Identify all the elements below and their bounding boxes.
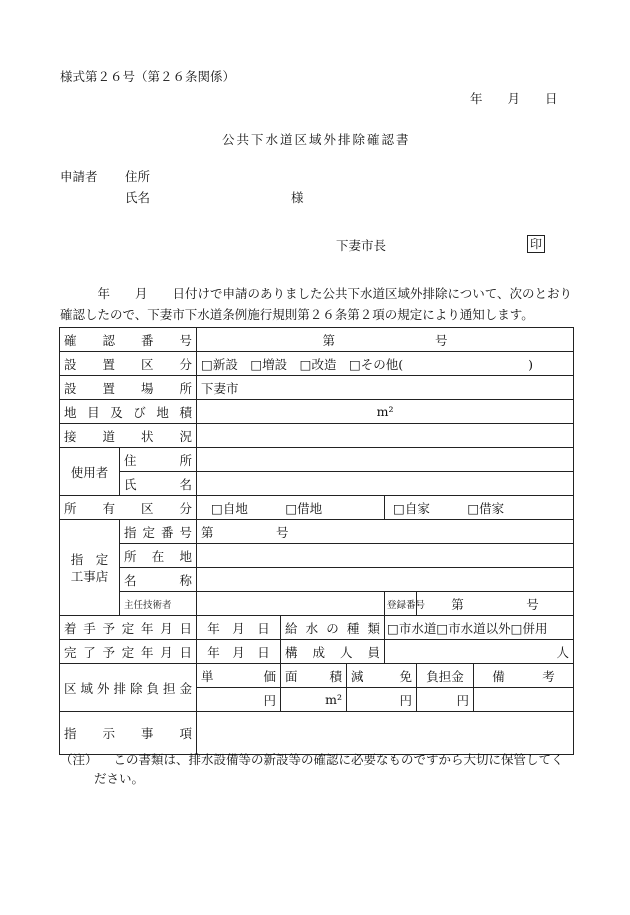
row-company-name [60, 568, 574, 592]
instructions-label: 指示事項 [60, 712, 197, 755]
reduction-label: 減 免 [347, 664, 417, 688]
date-line: 年 月 日 [470, 91, 558, 106]
note [60, 750, 575, 788]
registration-no-value: 第 号 [417, 592, 574, 616]
row-chief-engineer [60, 592, 574, 616]
row-location [60, 544, 574, 568]
water-supply-value: □市水道□市水道以外□併用 [385, 616, 574, 640]
install-type-value: □新設 □増設 □改造 □その他( ) [197, 352, 574, 376]
ownership-value-house: □自家 □借家 [385, 496, 574, 520]
row-confirm-no [60, 328, 574, 352]
chief-engineer-label: 主任技術者 [120, 592, 197, 616]
end-date-label: 完了予定年月日 [60, 640, 197, 664]
install-place-value: 下妻市 [197, 376, 574, 400]
note-line1 [60, 750, 575, 769]
user-label: 使用者 [60, 448, 120, 496]
user-name-label: 氏名 [120, 472, 197, 496]
unit-price-label: 単 価 [197, 664, 281, 688]
user-address-label: 住所 [120, 448, 197, 472]
ownership-label: 所有区分 [60, 496, 197, 520]
install-type-label: 設置区分 [60, 352, 197, 376]
start-date-value: 年 月 日 [197, 616, 281, 640]
confirmation-table [59, 327, 574, 755]
note-label: （注） [60, 752, 98, 767]
row-land [60, 400, 574, 424]
reduction-yen: 円 [347, 688, 417, 712]
end-date-value: 年 月 日 [197, 640, 281, 664]
document-title: 公共下水道区域外排除確認書 [222, 132, 411, 147]
road-value [197, 424, 574, 448]
company-name-value [197, 568, 574, 592]
chief-engineer-value [197, 592, 385, 616]
remarks-label: 備 考 [474, 664, 574, 688]
burden-amount-label: 負担金 [417, 664, 474, 688]
body-text: 年 月 日付けで申請のありました公共下水道区域外排除について、次のとおり確認したので、下妻市下水道条例施行規則第２６条第２項の規定により通知します。 [60, 286, 573, 322]
row-designation-no [60, 520, 574, 544]
burden-label: 区域外排除負担金 [60, 664, 197, 712]
designation-no-value: 第 号 [197, 520, 574, 544]
applicant-honorific: 様 [291, 190, 304, 205]
row-burden-headers [60, 664, 574, 688]
row-end-date [60, 640, 574, 664]
water-supply-label: 給水の種類 [281, 616, 385, 640]
contractor-label-line1: 指 定 [70, 551, 109, 567]
row-install-type [60, 352, 574, 376]
user-name-value [197, 472, 574, 496]
area-unit: m² [281, 688, 347, 712]
confirm-no-label: 確認番号 [60, 328, 197, 352]
designation-no-label: 指定番号 [120, 520, 197, 544]
contractor-label [60, 520, 120, 616]
location-label: 所在地 [120, 544, 197, 568]
company-name-label: 名称 [120, 568, 197, 592]
contractor-label-line2: 工事店 [70, 568, 109, 584]
burden-amount-yen: 円 [417, 688, 474, 712]
issuer-name: 下妻市長 [336, 238, 387, 253]
seal-stamp: 印 [527, 235, 545, 253]
ownership-value-land: □自地 □借地 [197, 496, 385, 520]
applicant-name-label: 氏名 [125, 190, 151, 205]
members-unit: 人 [385, 640, 574, 664]
install-place-label: 設置場所 [60, 376, 197, 400]
instructions-value [197, 712, 574, 755]
row-start-date [60, 616, 574, 640]
row-user-address [60, 448, 574, 472]
row-instructions [60, 712, 574, 755]
user-address-value [197, 448, 574, 472]
location-value [197, 544, 574, 568]
land-label: 地目及び地積 [60, 400, 197, 424]
form-number: 様式第２６号（第２６条関係） [60, 69, 236, 84]
note-text-2: ださい。 [94, 771, 145, 786]
note-text-1: この書類は、排水設備等の新設等の確認に必要なものですから大切に保管してく [113, 752, 564, 767]
unit-price-yen: 円 [197, 688, 281, 712]
row-road [60, 424, 574, 448]
remarks-value [474, 688, 574, 712]
registration-no-label: 登録番号 [385, 592, 417, 616]
row-install-place [60, 376, 574, 400]
applicant-label: 申請者 [60, 169, 98, 184]
row-ownership [60, 496, 574, 520]
row-user-name [60, 472, 574, 496]
start-date-label: 着手予定年月日 [60, 616, 197, 640]
land-unit: m² [197, 400, 574, 424]
road-label: 接道状況 [60, 424, 197, 448]
confirm-no-value: 第 号 [197, 328, 574, 352]
area-label: 面 積 [281, 664, 347, 688]
applicant-address-label: 住所 [125, 169, 151, 184]
members-label: 構成人員 [281, 640, 385, 664]
